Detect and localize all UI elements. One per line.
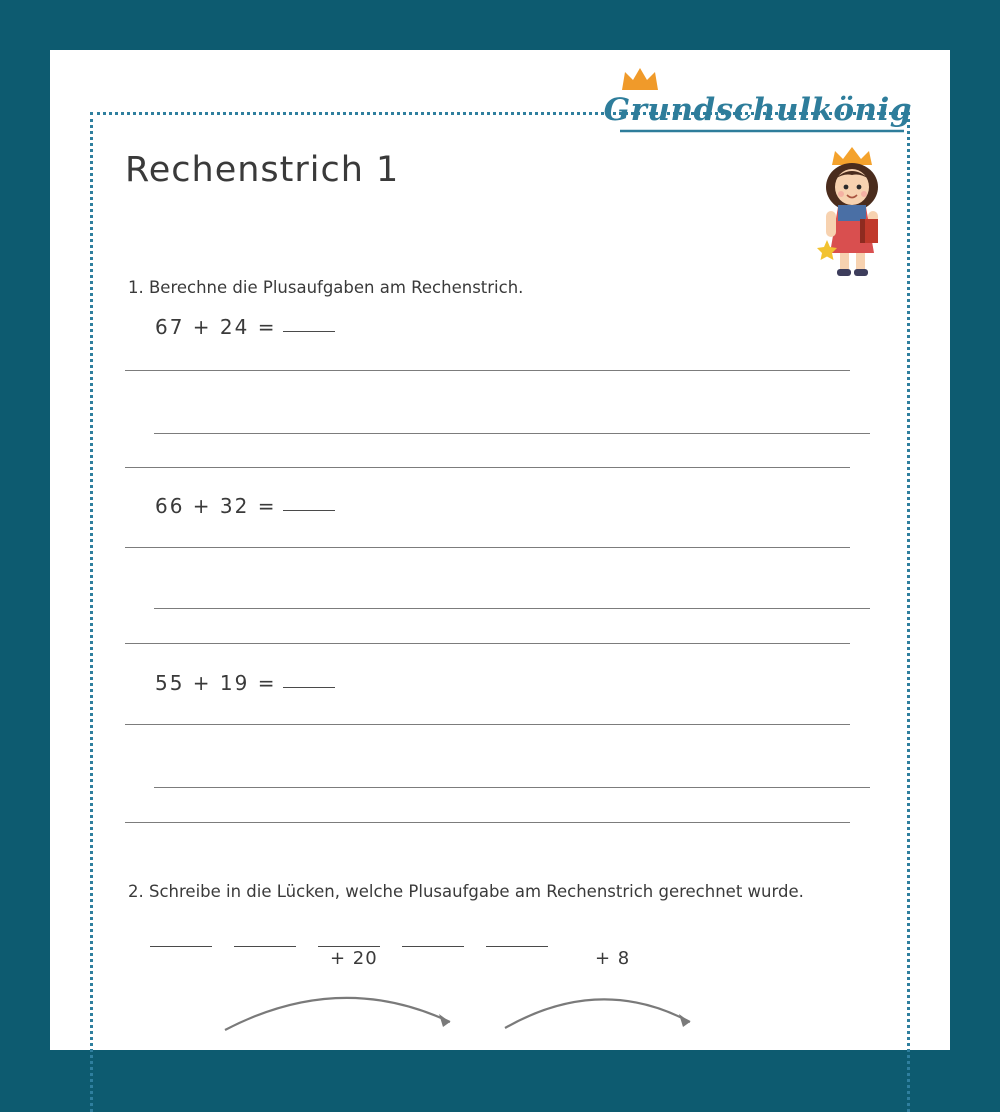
number-line-1a	[125, 370, 850, 371]
equation-1	[155, 315, 335, 339]
number-line-2c	[125, 643, 850, 644]
worksheet-page	[50, 50, 950, 1050]
number-line-1c	[125, 467, 850, 468]
number-line-2a	[125, 547, 850, 548]
jump-arrows	[200, 970, 820, 1050]
page-border	[90, 112, 910, 1112]
gap-field-3[interactable]	[318, 928, 380, 947]
task-2-instruction: 2. Schreibe in die Lücken, welche Plusaufgabe am Rechenstrich gerechnet wurde.	[128, 882, 804, 901]
gap-field-5[interactable]	[486, 928, 548, 947]
equation-2-text: 66 + 32 =	[155, 494, 277, 518]
number-line-1b	[154, 433, 870, 434]
equation-3	[155, 671, 335, 695]
gap-field-2[interactable]	[234, 928, 296, 947]
task-1-instruction: 1. Berechne die Plusaufgaben am Rechenstrich.	[128, 278, 524, 297]
brand-logo	[604, 92, 912, 134]
gap-field-1[interactable]	[150, 928, 212, 947]
equation-2-answer-blank[interactable]	[283, 510, 335, 511]
number-line-3a	[125, 724, 850, 725]
girl-mascot-icon	[802, 135, 902, 283]
equation-1-answer-blank[interactable]	[283, 331, 335, 332]
number-line-2b	[154, 608, 870, 609]
brand-name: Grundschulkönig	[603, 92, 912, 128]
number-line-3c	[125, 822, 850, 823]
equation-3-answer-blank[interactable]	[283, 687, 335, 688]
equation-2	[155, 494, 335, 518]
equation-1-text: 67 + 24 =	[155, 315, 277, 339]
page-title: Rechenstrich 1	[125, 150, 400, 190]
crown-icon	[620, 66, 660, 96]
equation-3-text: 55 + 19 =	[155, 671, 277, 695]
gap-field-4[interactable]	[402, 928, 464, 947]
arrow-label-2: + 8	[595, 948, 631, 969]
gap-row	[150, 928, 548, 947]
number-line-3b	[154, 787, 870, 788]
arrow-label-1: + 20	[330, 948, 378, 969]
